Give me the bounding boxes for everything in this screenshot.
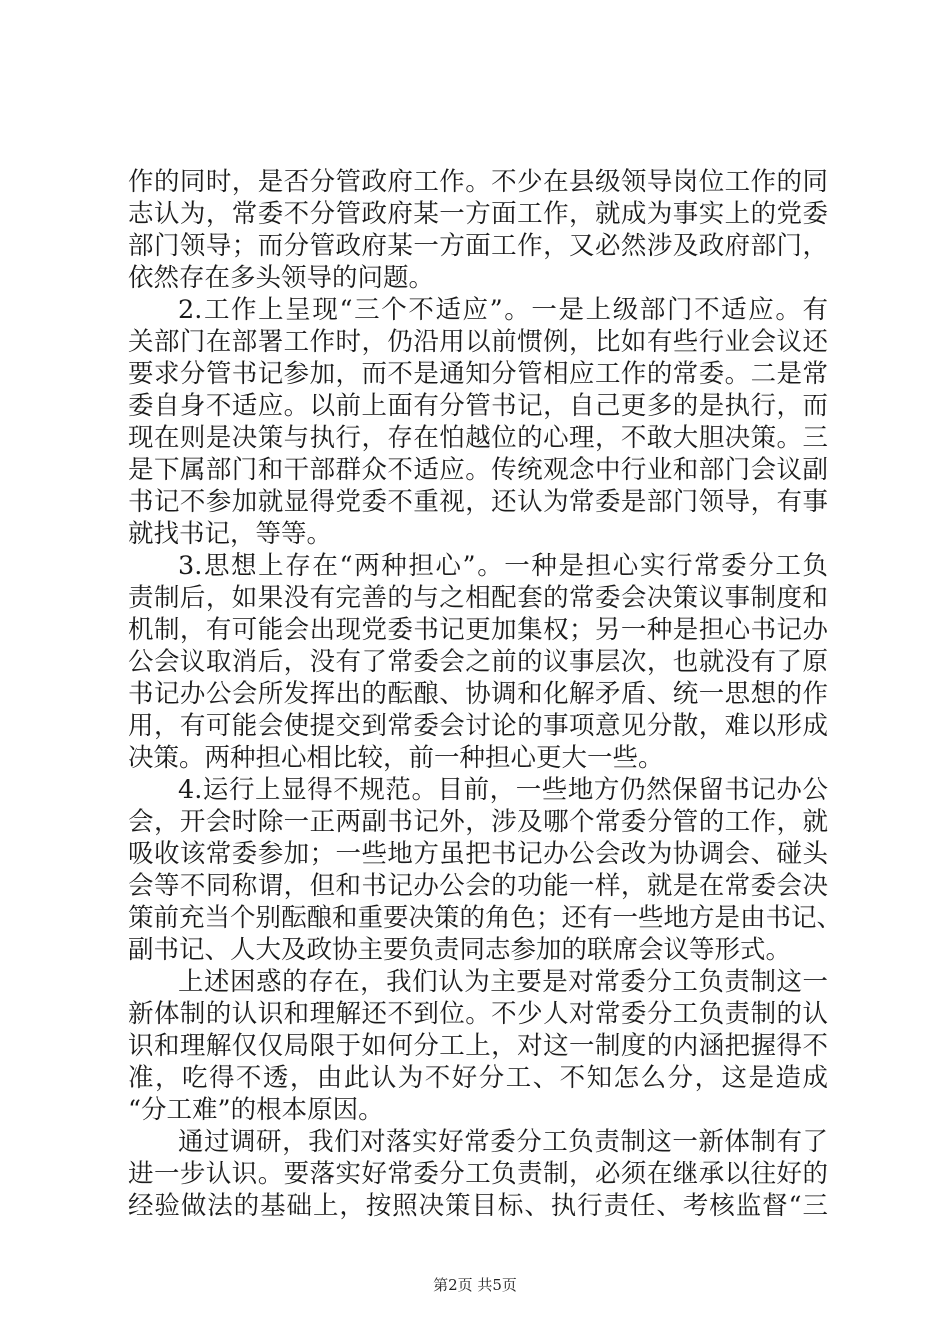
text-line: 决策。两种担心相比较，前一种担心更大一些。 xyxy=(128,743,664,773)
text-line: 用，有可能会使提交到常委会讨论的事项意见分散，难以形成 xyxy=(128,711,828,741)
text-line: 会等不同称谓，但和书记办公会的功能一样，就是在常委会决 xyxy=(128,871,828,901)
text-line: 策前充当个别酝酿和重要决策的角色；还有一些地方是由书记、 xyxy=(128,903,843,933)
text-line: 责制后，如果没有完善的与之相配套的常委会决策议事制度和 xyxy=(128,583,828,613)
text-line: 关部门在部署工作时，仍沿用以前惯例，比如有些行业会议还 xyxy=(128,327,828,357)
text-line: 2.工作上呈现“三个不适应”。一是上级部门不适应。有 xyxy=(178,295,828,325)
text-line: 4.运行上显得不规范。目前，一些地方仍然保留书记办公 xyxy=(178,775,828,805)
text-line: 3.思想上存在“两种担心”。一种是担心实行常委分工负 xyxy=(178,551,828,581)
text-line: 志认为，常委不分管政府某一方面工作，就成为事实上的党委 xyxy=(128,199,828,229)
text-line: 作的同时，是否分管政府工作。不少在县级领导岗位工作的同 xyxy=(128,167,828,197)
text-line: 现在则是决策与执行，存在怕越位的心理，不敢大胆决策。三 xyxy=(128,423,828,453)
text-line: 委自身不适应。以前上面有分管书记，自己更多的是执行，而 xyxy=(128,391,828,421)
text-line: 书记办公会所发挥出的酝酿、协调和化解矛盾、统一思想的作 xyxy=(128,679,828,709)
text-line: 进一步认识。要落实好常委分工负责制，必须在继承以往好的 xyxy=(128,1159,828,1189)
text-line: “分工难”的根本原因。 xyxy=(128,1095,384,1125)
text-line: 副书记、人大及政协主要负责同志参加的联席会议等形式。 xyxy=(128,935,792,965)
text-line: 依然存在多头领导的问题。 xyxy=(128,263,435,293)
page-number-footer: 第2页 共5页 xyxy=(433,1276,517,1294)
text-line: 新体制的认识和理解还不到位。不少人对常委分工负责制的认 xyxy=(128,999,828,1029)
document-body xyxy=(128,166,843,1222)
text-line: 是下属部门和干部群众不适应。传统观念中行业和部门会议副 xyxy=(128,455,828,485)
text-line: 要求分管书记参加，而不是通知分管相应工作的常委。二是常 xyxy=(128,359,828,389)
text-line: 上述困惑的存在，我们认为主要是对常委分工负责制这一 xyxy=(178,967,828,997)
text-line: 通过调研，我们对落实好常委分工负责制这一新体制有了 xyxy=(178,1127,828,1157)
text-line: 吸收该常委参加；一些地方虽把书记办公会改为协调会、碰头 xyxy=(128,839,828,869)
text-line: 书记不参加就显得党委不重视，还认为常委是部门领导，有事 xyxy=(128,487,828,517)
text-line: 部门领导；而分管政府某一方面工作，又必然涉及政府部门， xyxy=(128,231,828,261)
text-line: 机制，有可能会出现党委书记更加集权；另一种是担心书记办 xyxy=(128,615,828,645)
text-line: 识和理解仅仅局限于如何分工上，对这一制度的内涵把握得不 xyxy=(128,1031,828,1061)
text-line: 经验做法的基础上，按照决策目标、执行责任、考核监督“三 xyxy=(128,1191,828,1221)
text-line: 准，吃得不透，由此认为不好分工、不知怎么分，这是造成 xyxy=(128,1063,828,1093)
text-line: 就找书记，等等。 xyxy=(128,519,333,549)
text-line: 公会议取消后，没有了常委会之前的议事层次，也就没有了原 xyxy=(128,647,828,677)
text-line: 会，开会时除一正两副书记外，涉及哪个常委分管的工作，就 xyxy=(128,807,828,837)
